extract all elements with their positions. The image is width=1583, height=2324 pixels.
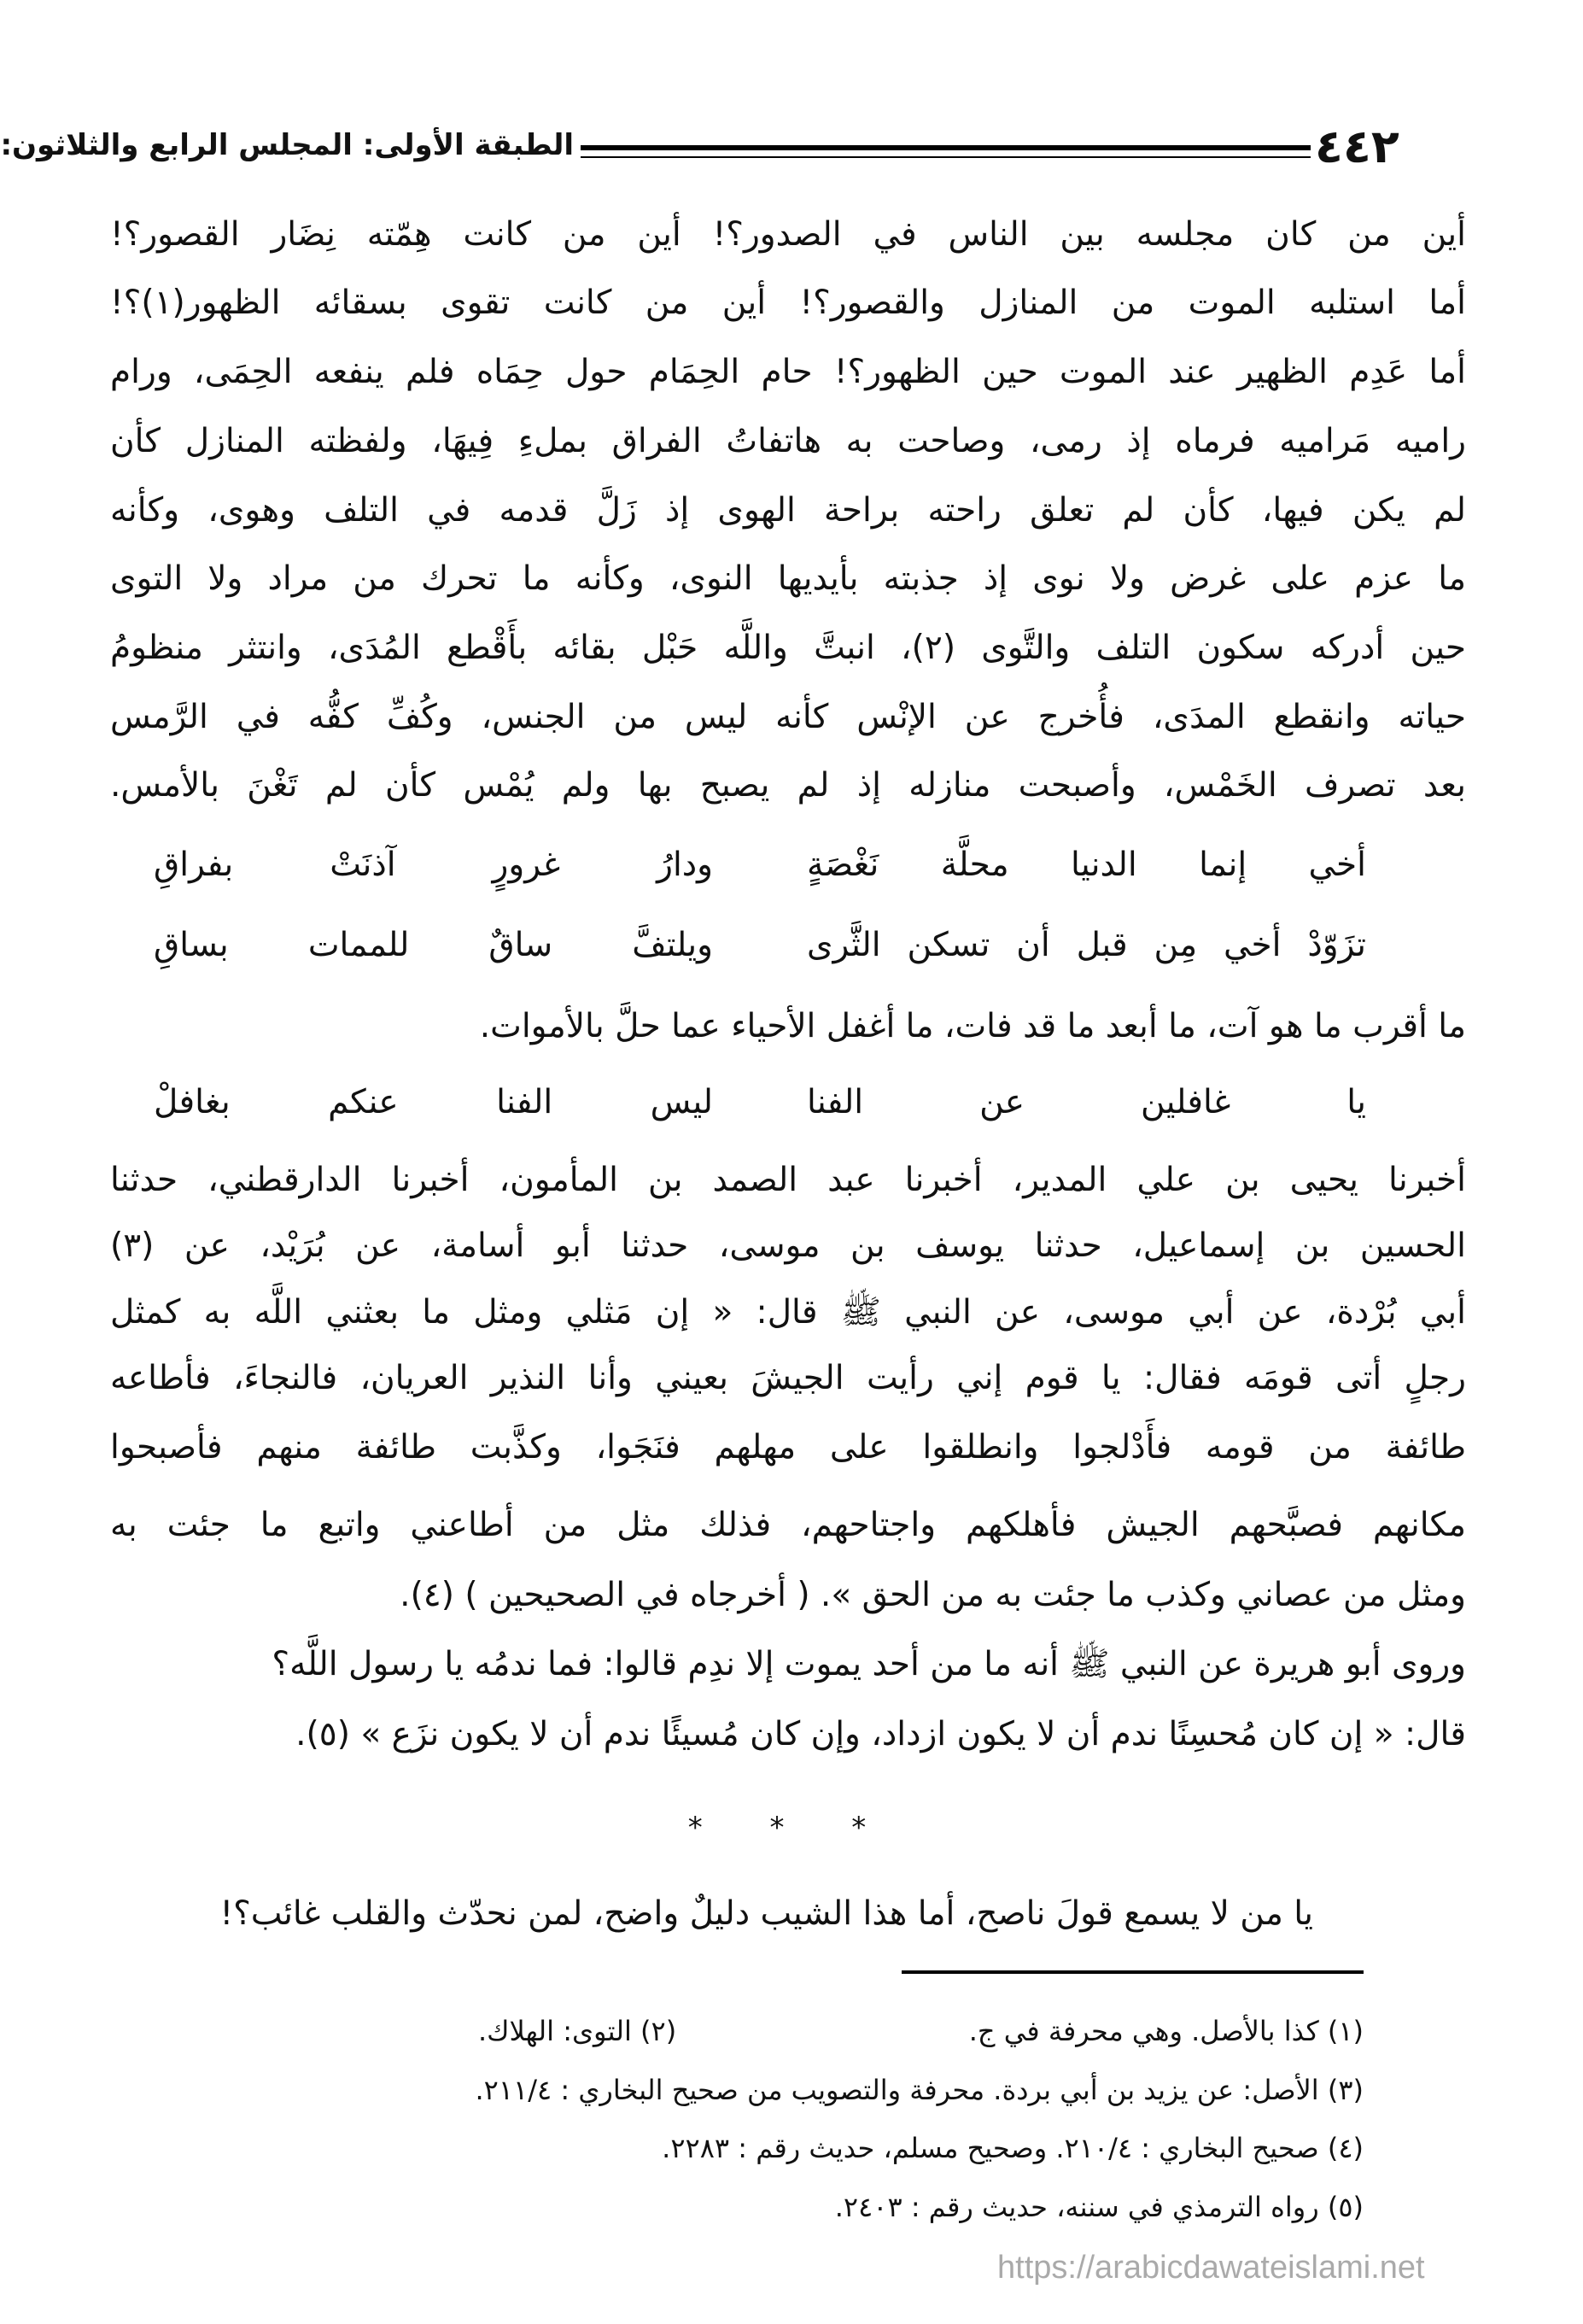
footnote-5: (٥) رواه الترمذي في سننه، حديث رقم : ٢٤٠٣. <box>834 2191 1364 2223</box>
text-line: أخبرنا يحيى بن علي المدير، أخبرنا عبد الصمد بن المأمون، أخبرنا الدارقطني، حدثنا <box>110 1161 1466 1199</box>
text-line: قال: « إن كان مُحسِنًا ندم أن لا يكون ازداد، وإن كان مُسيئًا ندم أن لا يكون نزَع » (٥). <box>295 1715 1466 1753</box>
text-line: حياته وانقطع المدَى، فأُخرج عن الإنْس كأنه ليس من الجنس، وكُفِّ كفُّه في الرَّمس <box>110 698 1466 736</box>
poem-hemistich-right: أخي إنما الدنيا محلَّة نَغْصَةٍ <box>807 846 1366 884</box>
poem-verse <box>154 831 1366 899</box>
running-header-title: الطبقة الأولى: المجلس الرابع والثلاثون: <box>0 128 574 162</box>
footnote-4: (٤) صحيح البخاري : ٢١٠/٤. وصحيح مسلم، حديث رقم : ٢٢٨٣. <box>662 2132 1364 2164</box>
header-rule <box>581 145 1311 158</box>
poem-verse <box>154 1068 1366 1137</box>
text-line: الحسين بن إسماعيل، حدثنا يوسف بن موسى، حدثنا أبو أسامة، عن بُرَيْد، عن (٣) <box>110 1226 1466 1265</box>
text-line: راميه مَراميه فرماه إذ رمى، وصاحت به هاتفاتُ الفراق بملءِ فِيهَا، ولفظته المنازل كأن <box>110 422 1466 460</box>
text-line: أما عَدِم الظهير عند الموت حين الظهور؟! حام الحِمَام حول حِمَاه فلم ينفعه الحِمَى، ورام <box>110 353 1466 391</box>
footnote-rule <box>902 1970 1364 1974</box>
section-separator: * * * <box>687 1811 896 1845</box>
text-line: لم يكن فيها، كأن لم تعلق راحته براحة الهوى إذ زَلَّ قدمه في التلف وهوى، وكأنه <box>110 491 1466 530</box>
page-number: ٤٤٢ <box>1315 120 1399 173</box>
text-line: وروى أبو هريرة عن النبي ﷺ أنه ما من أحد يموت إلا ندِم قالوا: فما ندمُه يا رسول اللَّه؟ <box>272 1645 1466 1683</box>
poem-hemistich-left: ودارُ غرورٍ آذنَتْ بفراقِ <box>154 846 713 884</box>
text-line: بعد تصرف الخَمْس، وأصبحت منازله إذ لم يصبح بها ولم يُمْس كأن لم تَغْنَ بالأمس. <box>110 766 1466 805</box>
text-line: رجلٍ أتى قومَه فقال: يا قوم إني رأيت الجيشَ بعيني وأنا النذير العريان، فالنجاءَ، فأطاعه <box>110 1359 1466 1397</box>
text-line: طائفة من قومه فأَدْلجوا وانطلقوا على مهلهم فنَجَوا، وكذَّبت طائفة منهم فأصبحوا <box>110 1428 1466 1466</box>
poem-hemistich-right: تزَوّدْ أخي مِن قبل أن تسكن الثَّرى <box>807 926 1366 964</box>
text-line: ومثل من عصاني وكذب ما جئت به من الحق ». ( أخرجاه في الصحيحين ) (٤). <box>400 1576 1466 1614</box>
poem-hemistich-left: ليس الفنا عنكم بغافلْ <box>154 1083 713 1121</box>
text-line: أبي بُرْدة، عن أبي موسى، عن النبي ﷺ قال: « إن مَثلي ومثل ما بعثني اللَّه به كمثل <box>110 1293 1466 1332</box>
watermark-url: https://arabicdawateislami.net <box>997 2250 1425 2286</box>
poem-verse <box>154 911 1366 980</box>
text-line: حين أدركه سكون التلف والتَّوى (٢)، انبتَّ واللَّه حَبْل بقائه بأَقْطع المُدَى، وانتثر منظومُ <box>110 629 1467 667</box>
text-line: ما أقرب ما هو آت، ما أبعد ما قد فات، ما أغفل الأحياء عما حلَّ بالأموات. <box>479 1007 1466 1045</box>
text-line: ما عزم على غرض ولا نوى إذ جذبته بأيديها النوى، وكأنه ما تحرك من مراد ولا التوى <box>110 559 1466 598</box>
text-line: أما استلبه الموت من المنازل والقصور؟! أين من كانت تقوى بسقائه الظهور(١)؟! <box>110 284 1466 322</box>
poem-hemistich-left: ويلتفَّ ساقٌ للممات بساقِ <box>154 926 713 964</box>
footnote-1: (١) كذا بالأصل. وهي محرفة في ج. <box>968 2015 1364 2047</box>
footnote-3: (٣) الأصل: عن يزيد بن أبي بردة. محرفة والتصويب من صحيح البخاري : ٢١١/٤. <box>475 2074 1364 2106</box>
closing-line: يا من لا يسمع قولَ ناصح، أما هذا الشيب دليلٌ واضح، لمن نحدّث والقلب غائب؟! <box>219 1894 1313 1933</box>
poem-hemistich-right: يا غافلين عن الفنا <box>807 1083 1366 1121</box>
text-line: مكانهم فصبَّحهم الجيش فأهلكهم واجتاحهم، فذلك مثل من أطاعني واتبع ما جئت به <box>110 1506 1466 1544</box>
footnote-2: (٢) التوى: الهلاك. <box>478 2015 677 2047</box>
text-line: أين من كان مجلسه بين الناس في الصدور؟! أين من كانت هِمّته نِضَار القصور؟! <box>110 215 1466 254</box>
